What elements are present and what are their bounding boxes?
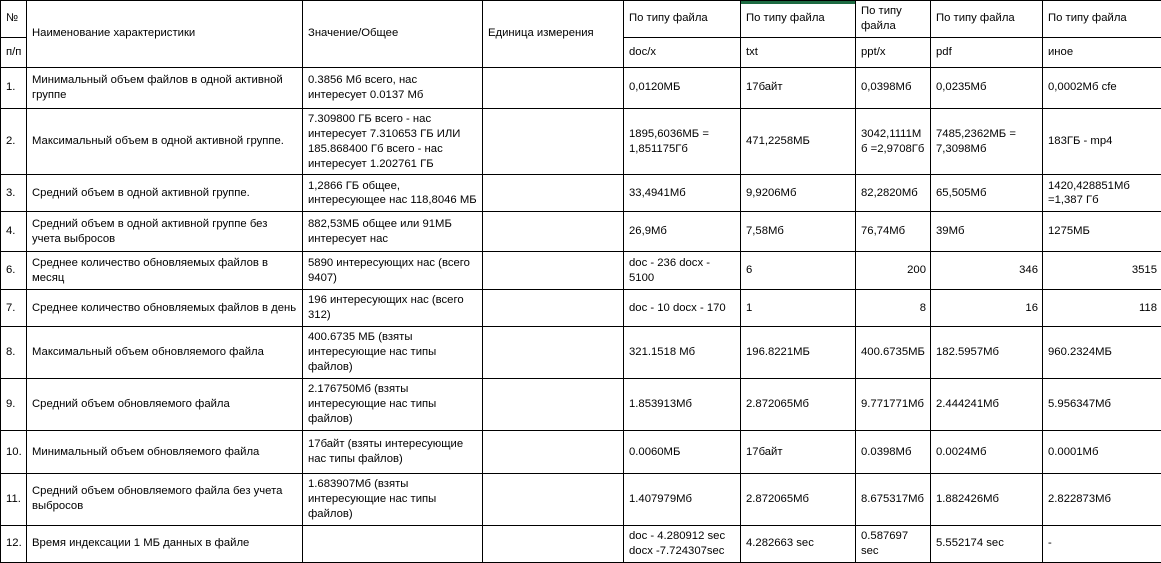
cell-unit[interactable] [483,252,624,290]
cell-unit[interactable] [483,473,624,525]
cell-doc[interactable]: 0,0120МБ [624,67,741,108]
cell-unit[interactable] [483,212,624,252]
cell-doc[interactable]: 1.853913Мб [624,378,741,430]
cell-pdf[interactable]: 0,0235Мб [931,67,1043,108]
cell-unit[interactable] [483,525,624,562]
cell-doc[interactable]: doc - 4.280912 sec docx -7.724307sec [624,525,741,562]
table-row[interactable] [1,212,1161,252]
cell-num[interactable]: 2. [1,108,27,175]
cell-txt[interactable]: 2.872065Мб [741,473,856,525]
table-row[interactable] [1,175,1161,212]
cell-pdf[interactable]: 2.444241Мб [931,378,1043,430]
cell-txt[interactable]: 17байт [741,67,856,108]
cell-pdf[interactable]: 182.5957Мб [931,327,1043,379]
cell-name[interactable]: Среднее количество обновляемых файлов в день [27,290,303,327]
cell-name[interactable]: Средний объем обновляемого файла [27,378,303,430]
column-header-pdf-top[interactable]: По типу файла [931,1,1043,38]
cell-unit[interactable] [483,378,624,430]
cell-other[interactable]: 5.956347Мб [1043,378,1161,430]
cell-other[interactable]: 1420,428851Мб =1,387 Гб [1043,175,1161,212]
cell-name[interactable]: Максимальный объем обновляемого файла [27,327,303,379]
cell-num[interactable]: 9. [1,378,27,430]
cell-txt[interactable]: 2.872065Мб [741,378,856,430]
cell-num[interactable]: 4. [1,212,27,252]
column-header-txt-subtype[interactable]: txt [741,37,856,67]
cell-pdf[interactable]: 65,505Мб [931,175,1043,212]
cell-ppt[interactable]: 76,74Мб [856,212,931,252]
cell-txt[interactable]: 17байт [741,430,856,473]
table-header-row-primary [1,1,1161,38]
table-row[interactable] [1,252,1161,290]
cell-value[interactable]: 882,53МБ общее или 91МБ интересует нас [303,212,483,252]
cell-num[interactable]: 11. [1,473,27,525]
column-header-name[interactable]: Наименование характеристики [27,1,303,68]
cell-other[interactable]: 1275МБ [1043,212,1161,252]
cell-txt[interactable]: 1 [741,290,856,327]
cell-doc[interactable]: 26,9Мб [624,212,741,252]
column-header-ppt-subtype[interactable]: ppt/x [856,37,931,67]
cell-unit[interactable] [483,430,624,473]
cell-pdf[interactable]: 5.552174 sec [931,525,1043,562]
cell-doc[interactable]: 1.407979Мб [624,473,741,525]
cell-doc[interactable]: 33,4941Мб [624,175,741,212]
cell-doc[interactable]: doc - 236 docx - 5100 [624,252,741,290]
cell-value[interactable] [303,525,483,562]
cell-name[interactable]: Время индексации 1 МБ данных в файле [27,525,303,562]
cell-name[interactable]: Средний объем в одной активной группе без учета выбросов [27,212,303,252]
column-header-other-top[interactable]: По типу файла [1043,1,1161,38]
cell-pdf[interactable]: 16 [931,290,1043,327]
cell-ppt[interactable]: 9.771771Мб [856,378,931,430]
column-header-other-subtype[interactable]: иное [1043,37,1161,67]
column-header-value[interactable]: Значение/Общее [303,1,483,68]
cell-ppt[interactable]: 8.675317Мб [856,473,931,525]
cell-name[interactable]: Средний объем в одной активной группе. [27,175,303,212]
cell-num[interactable]: 1. [1,67,27,108]
cell-name[interactable]: Среднее количество обновляемых файлов в месяц [27,252,303,290]
cell-pdf[interactable]: 1.882426Мб [931,473,1043,525]
column-header-doc-subtype[interactable]: doc/x [624,37,741,67]
cell-other[interactable]: 3515 [1043,252,1161,290]
cell-num[interactable]: 3. [1,175,27,212]
column-header-doc-top[interactable]: По типу файла [624,1,741,38]
table-row[interactable] [1,525,1161,562]
column-header-unit[interactable]: Единица измерения [483,1,624,68]
column-header-txt-top[interactable]: По типу файла [741,1,856,38]
table-row[interactable] [1,290,1161,327]
table-row[interactable] [1,327,1161,379]
cell-other[interactable]: 0,0002Мб cfe [1043,67,1161,108]
cell-value[interactable]: 196 интересующих нас (всего 312) [303,290,483,327]
cell-value[interactable]: 0.3856 Мб всего, нас интересует 0.0137 Мб [303,67,483,108]
table-row[interactable] [1,473,1161,525]
cell-num[interactable]: 12. [1,525,27,562]
cell-txt[interactable]: 7,58Мб [741,212,856,252]
column-header-num-top[interactable]: № [1,1,27,38]
cell-value[interactable]: 2.176750Мб (взяты интересующие нас типы файлов) [303,378,483,430]
table-row[interactable] [1,108,1161,175]
table-row[interactable] [1,430,1161,473]
cell-num[interactable]: 7. [1,290,27,327]
cell-ppt[interactable]: 8 [856,290,931,327]
table-row[interactable] [1,378,1161,430]
cell-other[interactable]: 0.0001Мб [1043,430,1161,473]
cell-name[interactable]: Максимальный объем в одной активной группе. [27,108,303,175]
selected-column-indicator [741,1,855,5]
cell-value[interactable]: 7.309800 ГБ всего - нас интересует 7.310653 ГБ ИЛИ 185.868400 Гб всего - нас интересует 1.202761 ГБ [303,108,483,175]
cell-pdf[interactable]: 7485,2362МБ = 7,3098Мб [931,108,1043,175]
cell-unit[interactable] [483,67,624,108]
column-header-pdf-subtype[interactable]: pdf [931,37,1043,67]
column-header-ppt-top[interactable]: По типу файла [856,1,931,38]
cell-ppt[interactable]: 3042,1111Мб =2,9708Гб [856,108,931,175]
cell-pdf[interactable]: 346 [931,252,1043,290]
cell-doc[interactable]: 1895,6036МБ = 1,851175Гб [624,108,741,175]
cell-value[interactable]: 1,2866 ГБ общее, интересующее нас 118,8046 МБ [303,175,483,212]
cell-pdf[interactable]: 39Мб [931,212,1043,252]
cell-value[interactable]: 400.6735 МБ (взяты интересующие нас типы файлов) [303,327,483,379]
cell-ppt[interactable]: 0.587697 sec [856,525,931,562]
cell-ppt[interactable]: 0.0398Мб [856,430,931,473]
cell-unit[interactable] [483,290,624,327]
cell-doc[interactable]: 321.1518 Мб [624,327,741,379]
cell-num[interactable]: 8. [1,327,27,379]
cell-other[interactable]: 2.822873Мб [1043,473,1161,525]
cell-ppt[interactable]: 82,2820Мб [856,175,931,212]
cell-other[interactable]: - [1043,525,1161,562]
cell-txt[interactable]: 6 [741,252,856,290]
cell-num[interactable]: 10. [1,430,27,473]
cell-pdf[interactable]: 0.0024Мб [931,430,1043,473]
cell-txt[interactable]: 196.8221МБ [741,327,856,379]
cell-value[interactable]: 5890 интересующих нас (всего 9407) [303,252,483,290]
cell-unit[interactable] [483,108,624,175]
column-header-num-subtype[interactable]: п/п [1,37,27,67]
cell-ppt[interactable]: 200 [856,252,931,290]
cell-unit[interactable] [483,327,624,379]
cell-doc[interactable]: 0.0060МБ [624,430,741,473]
cell-other[interactable]: 183ГБ - mp4 [1043,108,1161,175]
cell-other[interactable]: 118 [1043,290,1161,327]
cell-doc[interactable]: doc - 10 docx - 170 [624,290,741,327]
cell-value[interactable]: 17байт (взяты интересующие нас типы файлов) [303,430,483,473]
cell-unit[interactable] [483,175,624,212]
cell-txt[interactable]: 9,9206Мб [741,175,856,212]
cell-name[interactable]: Средний объем обновляемого файла без учета выбросов [27,473,303,525]
cell-value[interactable]: 1.683907Мб (взяты интересующие нас типы файлов) [303,473,483,525]
cell-ppt[interactable]: 0,0398Мб [856,67,931,108]
table-row[interactable] [1,67,1161,108]
cell-name[interactable]: Минимальный объем обновляемого файла [27,430,303,473]
cell-txt[interactable]: 471,2258МБ [741,108,856,175]
table-body [1,1,1161,563]
cell-ppt[interactable]: 400.6735МБ [856,327,931,379]
cell-other[interactable]: 960.2324МБ [1043,327,1161,379]
cell-txt[interactable]: 4.282663 sec [741,525,856,562]
cell-name[interactable]: Минимальный объем файлов в одной активной группе [27,67,303,108]
cell-num[interactable]: 6. [1,252,27,290]
